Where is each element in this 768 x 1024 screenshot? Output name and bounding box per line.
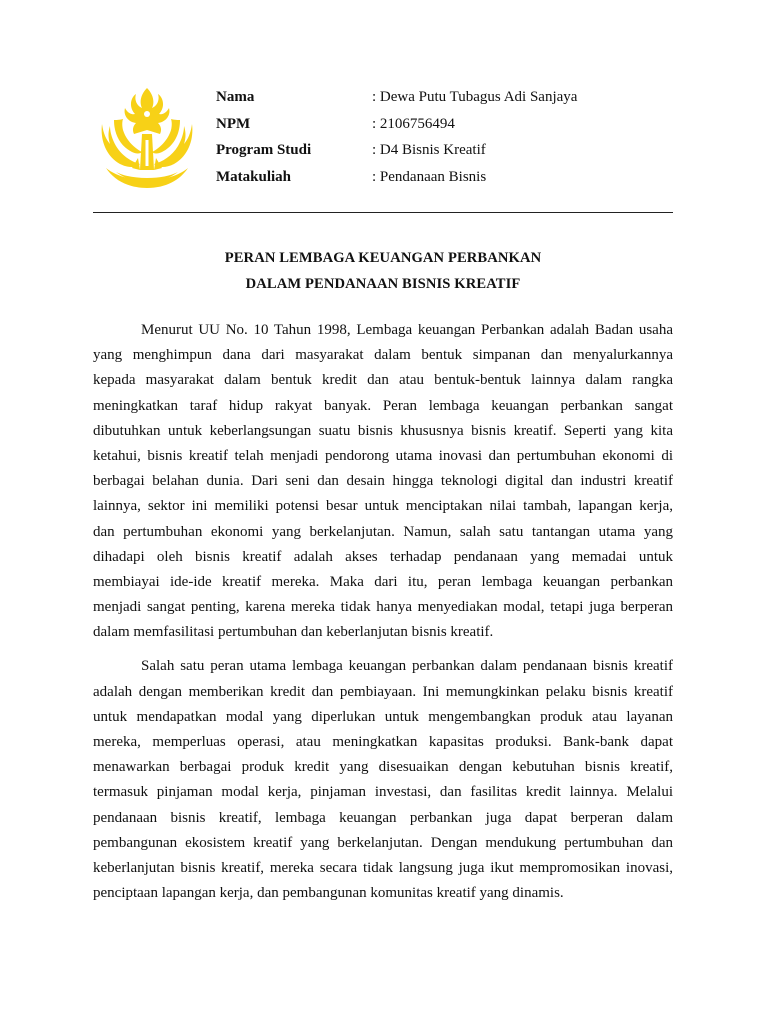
text-line: lainnya, sektor ini memiliki potensi besar untuk menciptakan nilai tambah, lapangan kerja, [93, 498, 673, 515]
text-line: dihadapi oleh bisnis kreatif adalah akses terhadap pendanaan yang memadai untuk [93, 548, 673, 565]
text-line: membiayai ide-ide kreatif mereka. Maka dari itu, peran lembaga keuangan perbankan [93, 573, 673, 590]
info-value: : Pendanaan Bisnis [372, 168, 487, 185]
info-label: Nama [216, 89, 255, 105]
info-value: : D4 Bisnis Kreatif [372, 142, 486, 158]
text-line: dibutuhkan untuk keberlangsungan suatu bisnis khususnya bisnis kreatif. Seperti yang kita [93, 422, 673, 439]
text-line: yang menghimpun dana dari masyarakat dalam bentuk simpanan dan menyalurkannya [93, 347, 673, 364]
info-row-course [216, 164, 696, 191]
text-line: untuk mendapatkan modal yang diperlukan untuk mengembangkan produk atau layanan [93, 708, 673, 725]
paragraph-2 [93, 654, 673, 906]
text-line: Menurut UU No. 10 Tahun 1998, Lembaga keuangan Perbankan adalah Badan usaha [141, 322, 673, 338]
text-line: ketahui, bisnis kreatif telah menjadi pendorong utama inovasi dan pertumbuhan ekonomi di [93, 447, 673, 464]
text-line: dalam memfasilitasi pertumbuhan dan keberlanjutan bisnis kreatif. [93, 624, 494, 641]
text-line: berbagai belahan dunia. Dari seni dan desain hingga teknologi digital dan industri kreatif [93, 473, 673, 490]
university-emblem-icon [92, 84, 202, 194]
student-info [216, 84, 696, 190]
title-line-1: PERAN LEMBAGA KEUANGAN PERBANKAN [224, 250, 542, 266]
text-line: menjadi sangat penting, karena mereka tidak hanya menyediakan modal, tetapi juga berperan [93, 599, 673, 616]
info-label: NPM [216, 115, 251, 132]
info-value: : 2106756494 [372, 115, 455, 132]
text-line: dan pertumbuhan ekonomi yang berkelanjutan. Namun, salah satu tantangan utama yang [93, 523, 673, 540]
paragraph-1 [93, 318, 673, 645]
text-line: mereka, memperluas operasi, atau meningkatkan kapasitas produksi. Bank-bank dapat [93, 734, 673, 750]
text-line: pendanaan bisnis kreatif, lembaga keuangan perbankan juga dapat berperan dalam [93, 809, 673, 826]
text-line: keberlanjutan bisnis kreatif, mereka secara tidak langsung juga ikut mempromosikan inovasi, [93, 859, 673, 876]
text-line: Salah satu peran utama lembaga keuangan perbankan dalam pendanaan bisnis kreatif [141, 658, 673, 675]
text-line: meningkatkan taraf hidup rakyat banyak. Peran lembaga keuangan perbankan sangat [93, 397, 673, 414]
document-body [93, 318, 673, 906]
text-line: adalah dengan memberikan kredit dan pembiayaan. Ini memungkinkan pelaku bisnis kreatif [93, 683, 673, 700]
title-line-2: DALAM PENDANAAN BISNIS KREATIF [245, 276, 521, 292]
info-row-name [216, 84, 696, 111]
document-title [93, 245, 673, 297]
text-line: kepada masyarakat dalam bentuk kredit dan atau bentuk-bentuk lainnya dalam rangka [93, 372, 673, 389]
text-line: pembangunan ekosistem kreatif yang berkelanjutan. Dengan mendukung pertumbuhan dan [93, 834, 673, 851]
header-divider [93, 212, 673, 213]
info-value: : Dewa Putu Tubagus Adi Sanjaya [372, 89, 578, 105]
info-row-npm [216, 111, 696, 138]
text-line: penciptaan lapangan kerja, dan pembangunan komunitas kreatif yang dinamis. [93, 885, 564, 902]
info-label: Program Studi [216, 142, 312, 158]
text-line: menawarkan berbagai produk kredit yang disesuaikan dengan kebutuhan bisnis kreatif, [93, 759, 673, 776]
info-label: Matakuliah [216, 168, 292, 185]
text-line: termasuk pinjaman modal kerja, pinjaman investasi, dan fasilitas kredit lainnya. Melalui [93, 784, 673, 801]
info-row-program [216, 137, 696, 164]
